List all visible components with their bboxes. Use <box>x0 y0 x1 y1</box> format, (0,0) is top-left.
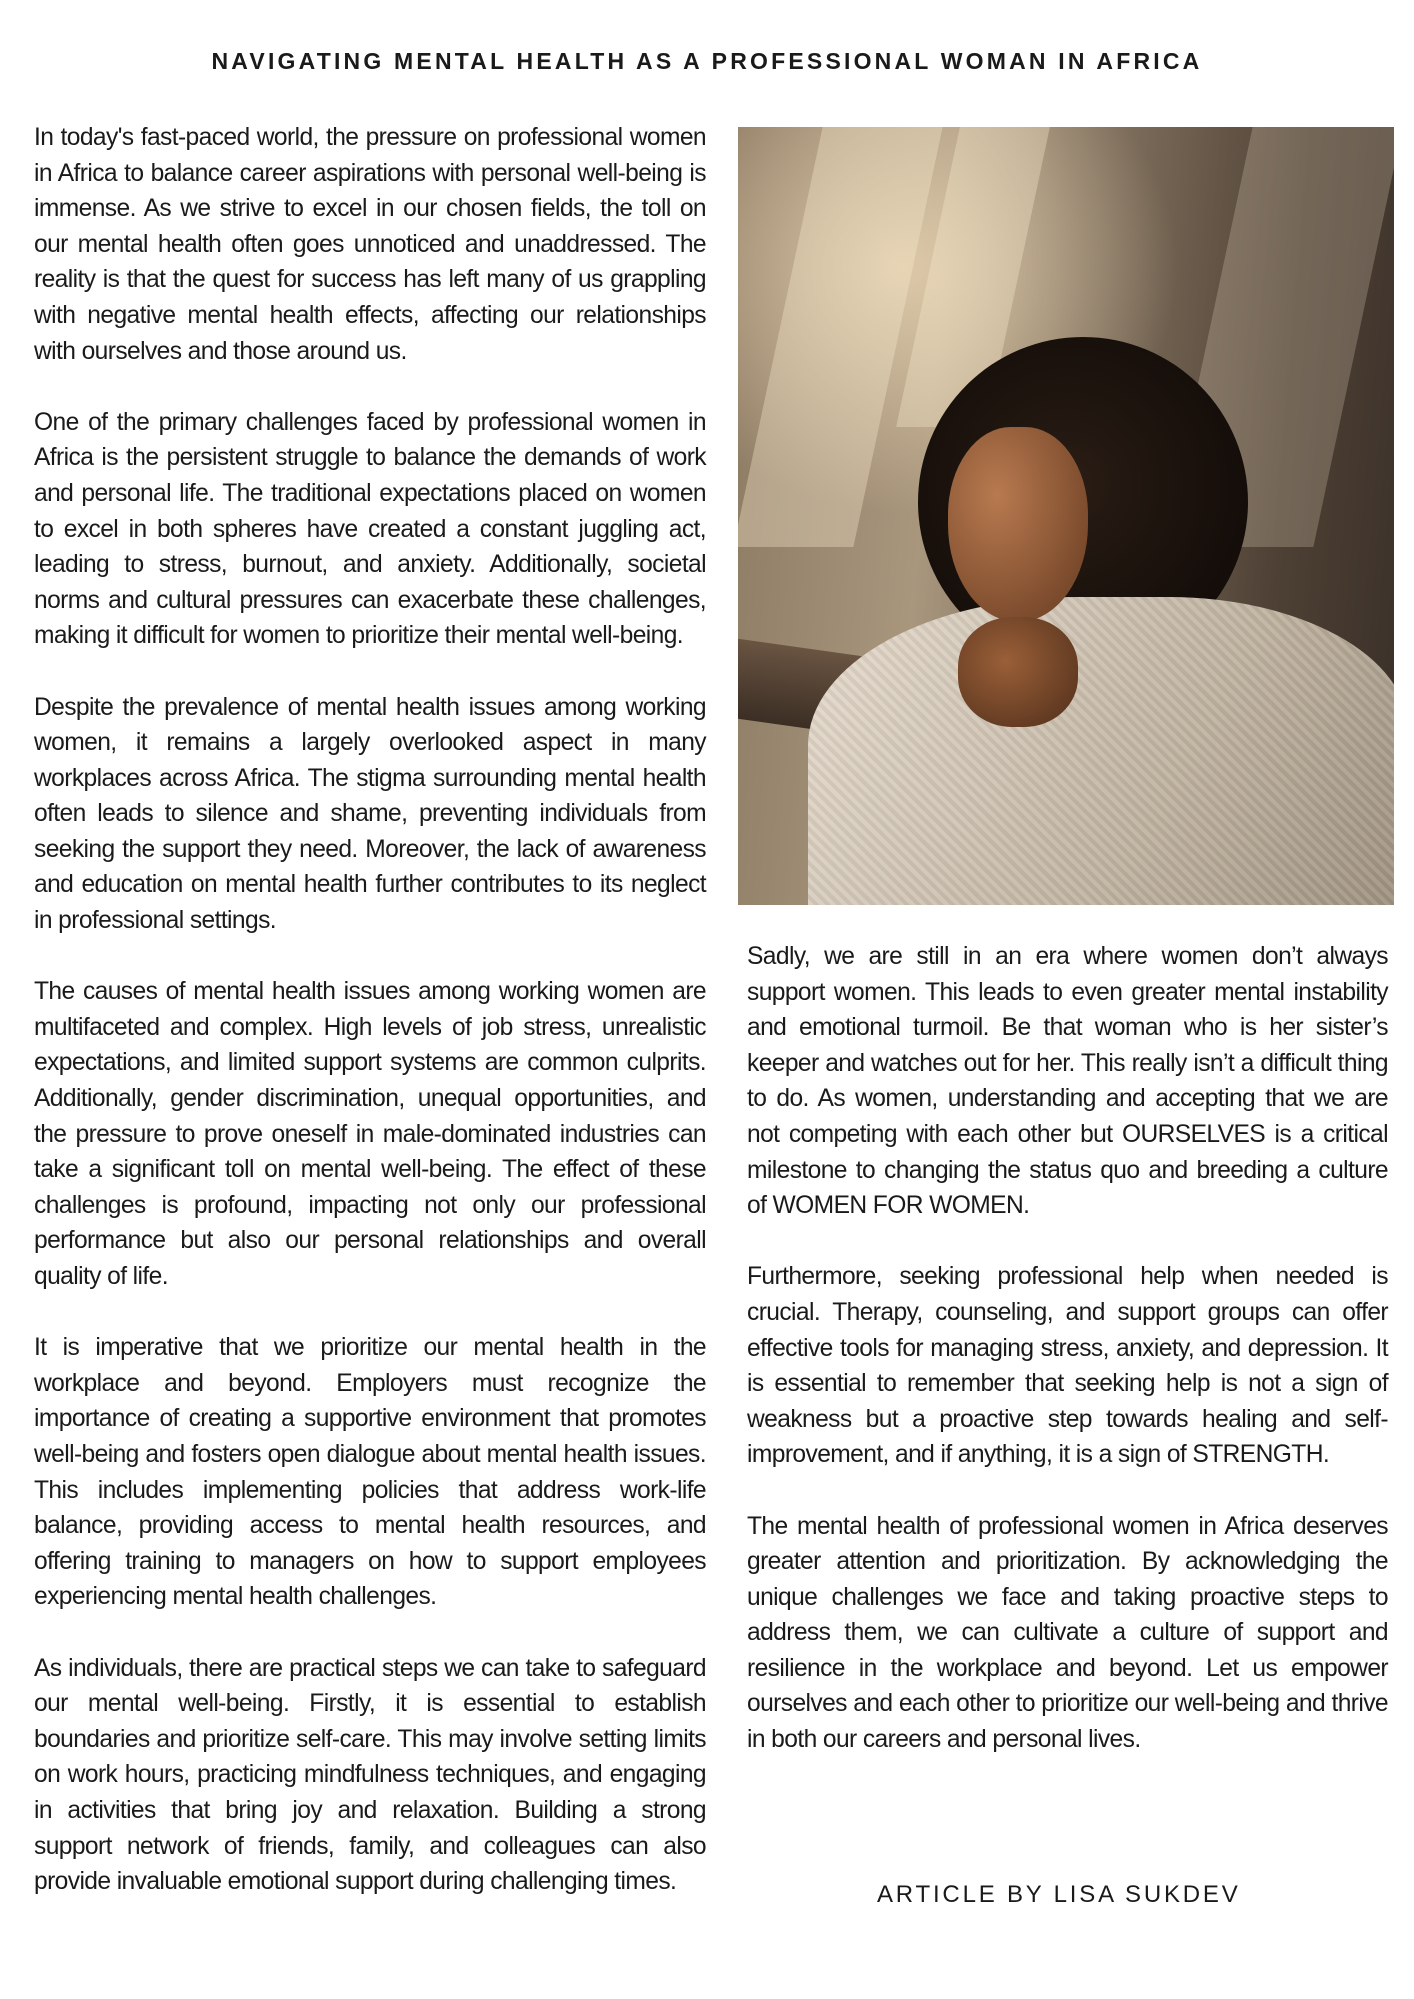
byline: ARTICLE BY LISA SUKDEV <box>877 1881 1241 1908</box>
sweater-shape <box>808 597 1394 905</box>
face-shape <box>948 427 1088 622</box>
right-column <box>747 939 1388 1793</box>
paragraph: It is imperative that we prioritize our mental health in the workplace and beyond. Employers must recognize the importance of creating a supportive environment that promotes well-being and fosters open dialogue about mental health issues. This includes implementing policies that address work-life balance, providing access to mental health resources, and offering training to managers on how to support employees experiencing mental health challenges. <box>34 1334 706 1611</box>
paragraph: As individuals, there are practical steps we can take to safeguard our mental well-being. Firstly, it is essential to establish boundaries and prioritize self-care. This may involve setting limits on work hours, practicing mindfulness techniques, and engaging in activities that bring joy and relaxation. Building a strong support network of friends, family, and colleagues can also provide invaluable emotional support during challenging times. <box>34 1654 706 1896</box>
hand-shape <box>958 617 1078 727</box>
paragraph: One of the primary challenges faced by professional women in Africa is the persistent struggle to balance the demands of work and personal life. The traditional expectations placed on women to excel in both spheres have created a constant juggling act, leading to stress, burnout, and anxiety. Additionally, societal norms and cultural pressures can exacerbate these challenges, making it difficult for women to prioritize their mental well-being. <box>34 408 706 650</box>
paragraph: The mental health of professional women in Africa deserves greater attention and prioritization. By acknowledging the unique challenges we face and taking proactive steps to address them, we can cultivate a culture of support and resilience in the workplace and beyond. Let us empower ourselves and each other to prioritize our well-being and thrive in both our careers and personal lives. <box>747 1512 1388 1754</box>
paragraph: Sadly, we are still in an era where women don’t always support women. This leads to even greater mental instability and emotional turmoil. Be that woman who is her sister’s keeper and watches out for her. This really isn’t a difficult thing to do. As women, understanding and accepting that we are not competing with each other but OURSELVES is a critical milestone to changing the status quo and breeding a culture of WOMEN FOR WOMEN. <box>747 943 1388 1220</box>
article-title: NAVIGATING MENTAL HEALTH AS A PROFESSIONAL WOMAN IN AFRICA <box>211 48 1203 74</box>
left-column <box>34 120 706 1935</box>
portrait-photo <box>738 127 1394 905</box>
paragraph: Furthermore, seeking professional help when needed is crucial. Therapy, counseling, and support groups can offer effective tools for managing stress, anxiety, and depression. It is essential to remember that seeking help is not a sign of weakness but a proactive step towards healing and self-improvement, and if anything, it is a sign of STRENGTH. <box>747 1263 1388 1469</box>
window-light-shape <box>738 127 943 547</box>
paragraph: In today's fast-paced world, the pressure on professional women in Africa to balance career aspirations with personal well-being is immense. As we strive to excel in our chosen fields, the toll on our mental health often goes unnoticed and unaddressed. The reality is that the quest for success has left many of us grappling with negative mental health effects, affecting our relationships with ourselves and those around us. <box>34 124 706 365</box>
paragraph: Despite the prevalence of mental health issues among working women, it remains a largely overlooked aspect in many workplaces across Africa. The stigma surrounding mental health often leads to silence and shame, preventing individuals from seeking the support they need. Moreover, the lack of awareness and education on mental health further contributes to its neglect in professional settings. <box>34 693 706 935</box>
paragraph: The causes of mental health issues among working women are multifaceted and complex. High levels of job stress, unrealistic expectations, and limited support systems are common culprits. Additionally, gender discrimination, unequal opportunities, and the pressure to prove oneself in male-dominated industries can take a significant toll on mental well-being. The effect of these challenges is profound, impacting not only our professional performance but also our personal relationships and overall quality of life. <box>34 978 706 1290</box>
